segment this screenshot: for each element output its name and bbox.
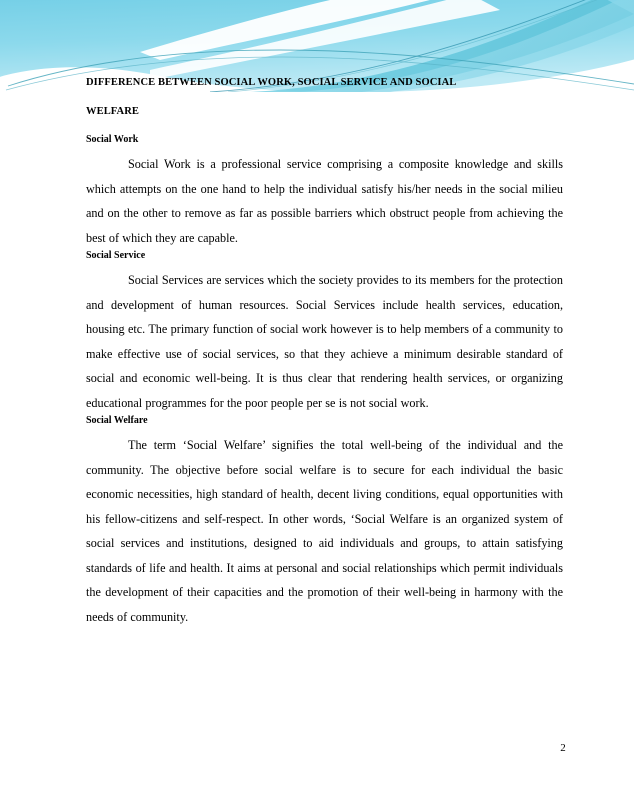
document-content xyxy=(86,78,563,629)
section-paragraph-social-welfare: The term ‘Social Welfare’ signifies the total well-being of the individual and the community. The objective before social welfare is to secure for each individual the basic economic necessities, high standard of health, decent living conditions, equal opportunities with his fellow-citizens and self-respect. In other words, ‘Social Welfare is an organized system of social services and institutions, designed to aid individuals and groups, to attain satisfying standards of life and health. It aims at personal and social relationships which permit individuals the development of their capacities and the promotion of their well-being in harmony with the needs of community. xyxy=(86,438,563,624)
page-title-line-1: DIFFERENCE BETWEEN SOCIAL WORK, SOCIAL SERVICE AND SOCIAL xyxy=(86,77,457,88)
page-title xyxy=(86,78,563,117)
section-paragraph-social-service: Social Services are services which the society provides to its members for the protection and development of human resources. Social Services include health services, education, housing etc. The primary function of social work however is to help members of a community to make effective use of social services, so that they achieve a minimum desirable standard of social and economic well-being. It is thus clear that rendering health services, or organizing educational programmes for the poor people per se is not social work. xyxy=(86,273,563,410)
section-heading-social-work: Social Work xyxy=(86,134,139,145)
section-heading-social-service: Social Service xyxy=(86,250,146,261)
page-number: 2 xyxy=(560,742,566,754)
section-paragraph-social-work: Social Work is a professional service comprising a composite knowledge and skills which attempts on the one hand to help the individual satisfy his/her needs in the social milieu and on the other to remove as far as possible barriers which obstruct people from achieving the best of which they are capable. xyxy=(86,157,563,245)
section-heading-social-welfare: Social Welfare xyxy=(86,415,148,426)
page-title-line-2: WELFARE xyxy=(86,105,140,117)
